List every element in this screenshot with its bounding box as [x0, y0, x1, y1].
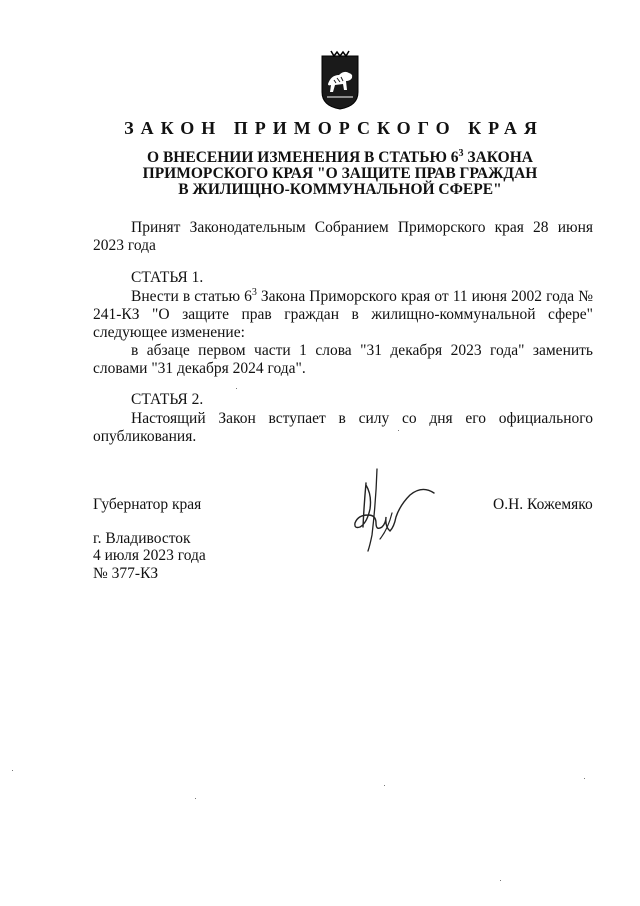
law-title: ЗАКОН ПРИМОРСКОГО КРАЯ — [124, 118, 544, 138]
scan-speck — [500, 880, 501, 881]
scan-speck — [12, 770, 13, 771]
scan-speck — [236, 388, 237, 389]
article-1-label: СТАТЬЯ 1. — [131, 269, 204, 286]
scan-speck — [398, 430, 399, 431]
adopted-statement: Принят Законодательным Собранием Приморского края 28 июня 2023 года — [93, 219, 593, 254]
signatory-title: Губернатор края — [93, 496, 202, 513]
scan-speck — [584, 778, 585, 779]
issue-date: 4 июля 2023 года — [93, 547, 206, 564]
article-2-text: Настоящий Закон вступает в силу со дня его официального опубликования. — [93, 410, 593, 445]
coat-of-arms-icon — [319, 48, 361, 110]
scan-speck — [384, 785, 385, 786]
heading-line-1: О ВНЕСЕНИИ ИЗМЕНЕНИЯ В СТАТЬЮ $6^3$ ЗАКОНА — [147, 147, 533, 166]
heading-line-2: ПРИМОРСКОГО КРАЯ "О ЗАЩИТЕ ПРАВ ГРАЖДАН — [142, 165, 538, 182]
issue-place: г. Владивосток — [93, 530, 191, 547]
article-1-amendment: в абзаце первом части 1 слова "31 декабря 2023 года" заменить словами "31 декабря 2024 года". — [93, 342, 593, 377]
heading-line-3: В ЖИЛИЩНО-КОММУНАЛЬНОЙ СФЕРЕ" — [178, 181, 502, 198]
law-heading — [120, 147, 560, 198]
article-2-label: СТАТЬЯ 2. — [131, 391, 204, 408]
scan-speck — [195, 798, 196, 799]
signature-image — [330, 465, 440, 555]
signatory-name: О.Н. Кожемяко — [493, 496, 593, 513]
law-number: № 377-КЗ — [93, 565, 159, 582]
article-1-text: Внести в статью $6^3$ Закона Приморского края от 11 июня 2002 года № 241-КЗ "О защите прав граждан в жилищно-коммунальной сфере" следующее изменение: — [93, 286, 593, 341]
